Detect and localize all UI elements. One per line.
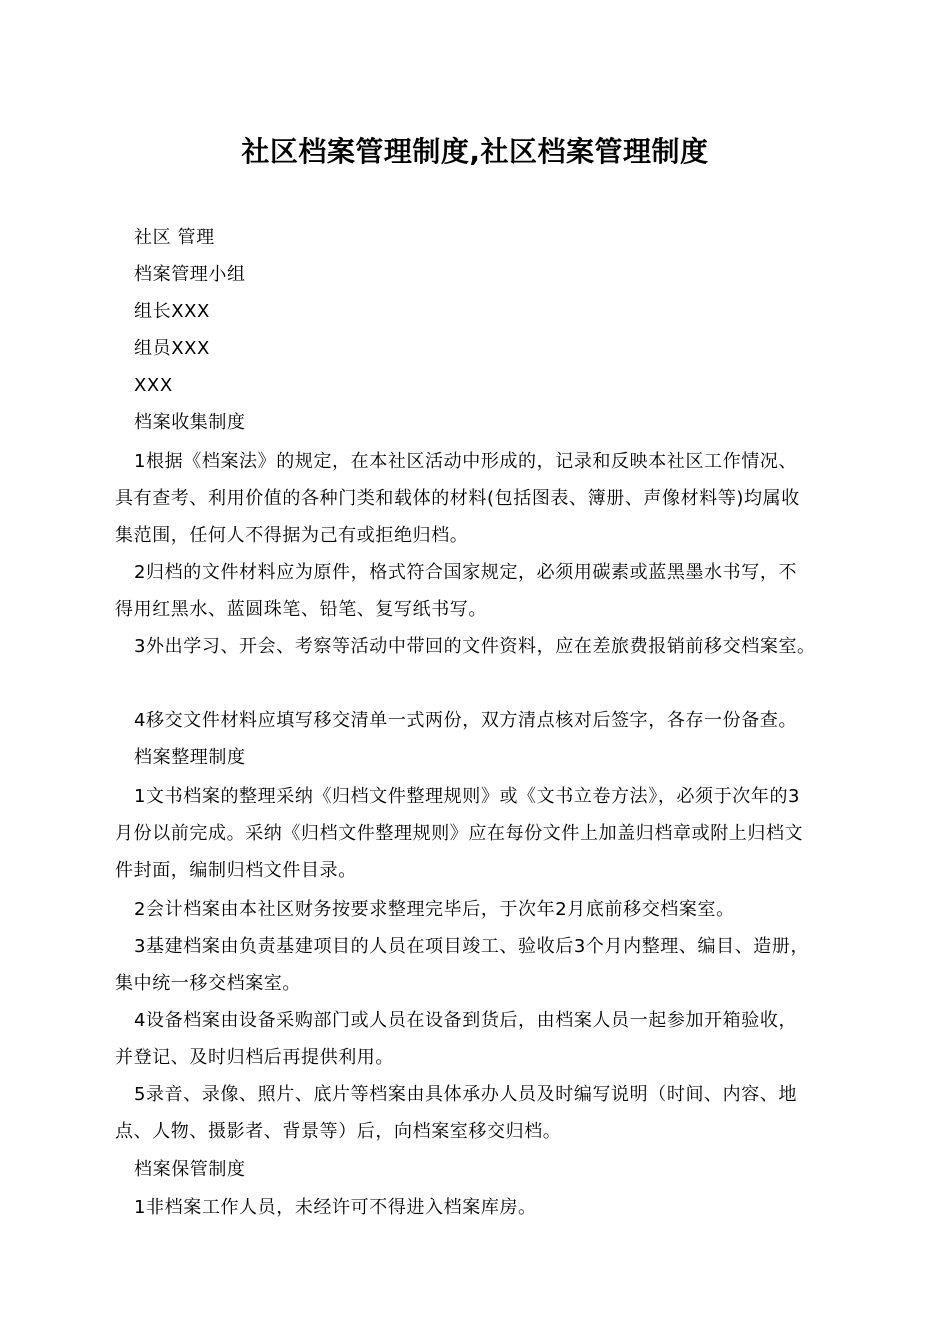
paragraph-line: 4移交文件材料应填写移交清单一式两份，双方清点核对后签字，各存一份备查。 bbox=[134, 710, 798, 731]
section-heading-storage: 档案保管制度 bbox=[134, 1159, 246, 1180]
paragraph-line: 4设备档案由设备采购部门或人员在设备到货后，由档案人员一起参加开箱验收， bbox=[134, 1010, 798, 1031]
section-heading-collection: 档案收集制度 bbox=[134, 412, 246, 433]
paragraph-line: 3外出学习、开会、考察等活动中带回的文件资料，应在差旅费报销前移交档案室。 bbox=[134, 636, 816, 657]
section-heading-arrangement: 档案整理制度 bbox=[134, 747, 246, 768]
paragraph-line: 1非档案工作人员，未经许可不得进入档案库房。 bbox=[134, 1197, 537, 1218]
group-member-2: XXX bbox=[134, 375, 173, 396]
group-heading: 档案管理小组 bbox=[134, 264, 246, 285]
paragraph-line: 月份以前完成。采纳《归档文件整理规则》应在每份文件上加盖归档章或附上归档文 bbox=[115, 823, 804, 844]
paragraph-line: 集范围，任何人不得据为己有或拒绝归档。 bbox=[115, 525, 469, 546]
paragraph-line: 集中统一移交档案室。 bbox=[115, 973, 301, 994]
paragraph-line: 3基建档案由负责基建项目的人员在项目竣工、验收后3个月内整理、编目、造册， bbox=[134, 936, 810, 957]
group-leader: 组长XXX bbox=[134, 301, 210, 322]
paragraph-line: 并登记、及时归档后再提供利用。 bbox=[115, 1047, 394, 1068]
paragraph-line: 件封面，编制归档文件目录。 bbox=[115, 860, 357, 881]
group-member: 组员XXX bbox=[134, 338, 210, 359]
paragraph-line: 具有查考、利用价值的各种门类和载体的材料(包括图表、簿册、声像材料等)均属收 bbox=[115, 488, 800, 509]
paragraph-line: 5录音、录像、照片、底片等档案由具体承办人员及时编写说明（时间、内容、地 bbox=[134, 1084, 798, 1105]
org-line: 社区 管理 bbox=[134, 227, 215, 248]
paragraph-line: 1文书档案的整理采纳《归档文件整理规则》或《文书立卷方法》，必须于次年的3 bbox=[134, 786, 801, 807]
paragraph-line: 点、人物、摄影者、背景等）后，向档案室移交归档。 bbox=[115, 1121, 562, 1142]
document-title: 社区档案管理制度,社区档案管理制度 bbox=[241, 135, 709, 168]
paragraph-line: 2会计档案由本社区财务按要求整理完毕后，于次年2月底前移交档案室。 bbox=[134, 899, 735, 920]
paragraph-line: 得用红黑水、蓝圆珠笔、铅笔、复写纸书写。 bbox=[115, 599, 487, 620]
paragraph-line: 2归档的文件材料应为原件，格式符合国家规定，必须用碳素或蓝黑墨水书写，不 bbox=[134, 562, 798, 583]
paragraph-line: 1根据《档案法》的规定，在本社区活动中形成的，记录和反映本社区工作情况、 bbox=[134, 451, 798, 472]
